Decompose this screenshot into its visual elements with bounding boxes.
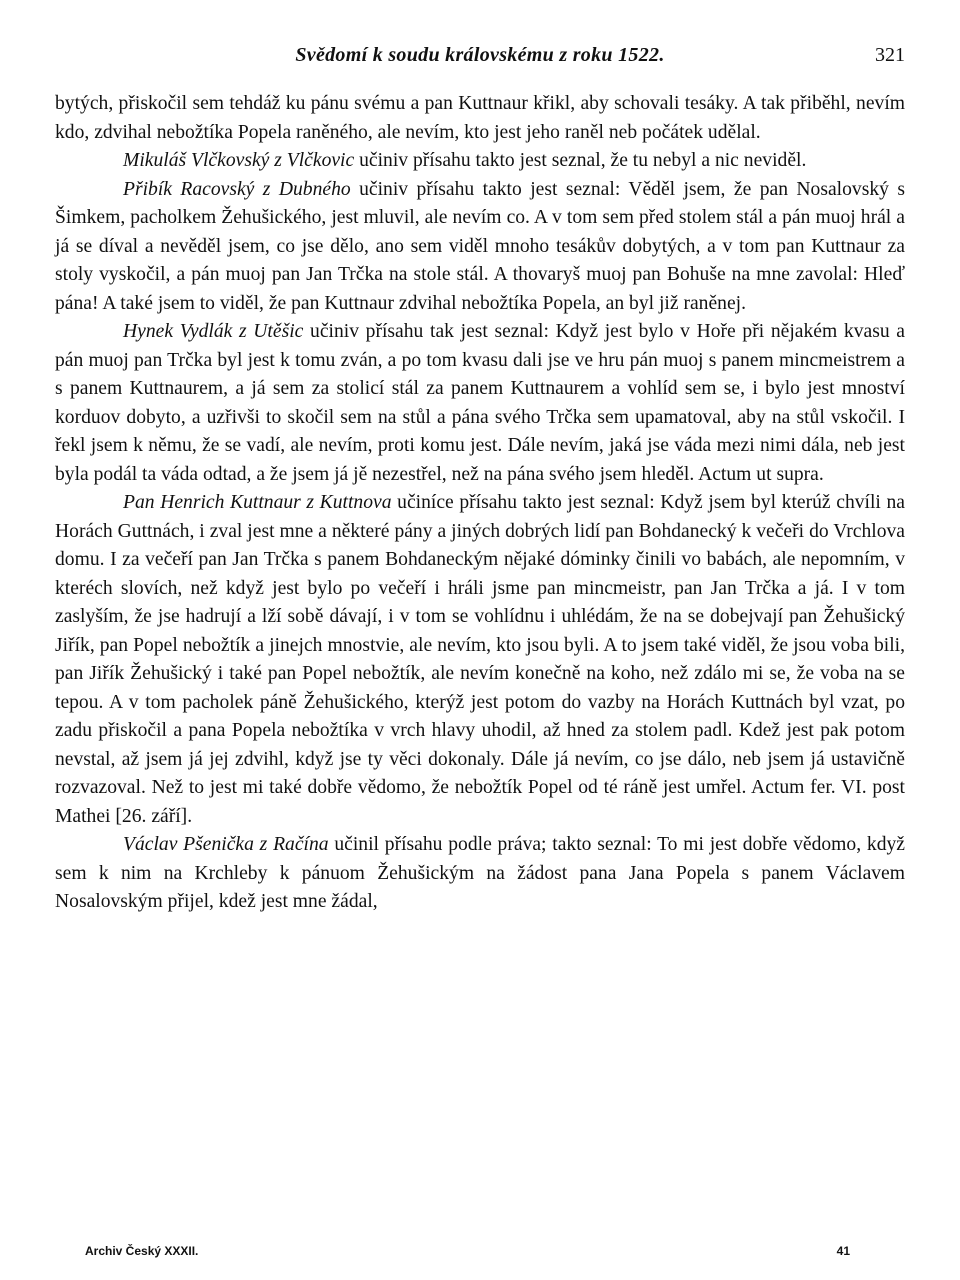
page-footer — [85, 1244, 850, 1268]
page-number: 321 — [875, 44, 905, 66]
testimony-paragraph — [55, 831, 905, 917]
paragraph-continuation — [55, 90, 905, 147]
deponent-name: Přibík Racovský z Dubného — [123, 178, 351, 200]
running-header — [55, 44, 905, 74]
paragraph-text: učiniv přísahu takto jest seznal, že tu nebyl a nic neviděl. — [354, 150, 807, 171]
deponent-name: Václav Pšenička z Račína — [123, 834, 329, 855]
paragraph-text: učiniv přísahu tak jest seznal: Když jest bylo v Hoře při nějakém kvasu a pán muoj pan Trčka byl jest k tomu zván, a po tom kvasu dali jse ve hru pán muoj s panem mincmeistrem a s panem Kuttnaurem, a já sem za stolicí stál za panem Kuttnaurem a vohlíd sem se, i bylo jest mnoství korduov dobyto, a uzřivši to skočil sem na stůl a pána svého Trčka sem upamatoval, aby na stůl vskočil. I řekl jsem k němu, že se vadí, ale nevím, proti komu jest. Dále nevím, jaká jse váda mezi nimi dála, neb jest byla podál ta váda odtad, a že jsem já jě nezestřel, než na pána svého jsem hleděl. Actum ut supra. — [55, 321, 905, 485]
deponent-name: Hynek Vydlák z Utěšic — [123, 321, 304, 342]
signature-number: 41 — [836, 1244, 850, 1258]
deponent-name: Mikuláš Vlčkovský z Vlčkovic — [123, 150, 355, 171]
testimony-paragraph — [55, 489, 905, 831]
paragraph-text: učiníce přísahu takto jest seznal: Když jsem byl kterúž chvíli na Horách Guttnách, i zval jest mne a některé pány a jiných dobrých lidí pan Bohdanecký k večeři do Vrchlova domu. I za večeří pan Jan Trčka s panem Bohdaneckým nějaké dóminky činili vo babách, ale nepomním, v kteréch slovích, než když jest bylo po večeří i hráli jsme pan mincmeistr, pan Jan Trčka a já. I v tom zaslyším, že jse hadrují a lží sobě dávají, i v tom se vohlídnu i uhlédám, že na se dobejvají pan Žehušický Jiřík, pan Popel nebožtík a jinejch mnostvie, ale nevím, kto jsou byli. A to jsem také viděl, že jsou voba bili, pan Jiřík Žehušický i také pan Popel nebožtík, ale nevím konečně na koho, než zdálo mi se, že voba na se tepou. A v tom pacholek páně Žehušického, kterýž jest potom do vazby na Horách Kuttnách byl vzat, po zadu přiskočil a pana Popela nebožtíka v vrch hlavy uhodil, až hned za stolem padl. Kdež jest pak potom nevstal, až jsem já jej zdvihl, když jse ty věci dokonaly. Dále já nevím, co jse dálo, neb jsem já ustavičně rozvazoval. Než to jest mi také dobře vědomo, že nebožtík Popel od té ráně jest umřel. Actum fer. VI. post Mathei [26. září]. — [55, 492, 905, 827]
signature-label: Archiv Český XXXII. — [85, 1244, 199, 1258]
deponent-name: Pan Henrich Kuttnaur z Kuttnova — [123, 492, 392, 513]
paragraph-text: bytých, přiskočil sem tehdáž ku pánu svému a pan Kuttnaur křikl, aby schovali tesáky. A tak přiběhl, nevím kdo, zdvihal nebožtíka Popela raněného, ale nevím, kto jest jeho raněl neb počátek udělal. — [55, 93, 905, 143]
paragraph-text: učinil přísahu podle práva; takto seznal: To mi jest dobře vědomo, když sem k nim na Krchleby k pánuom Žehušickým na žádost pana Jana Popela s panem Václavem Nosalovským přijel, kdež jest mne žádal, — [55, 834, 905, 912]
testimony-paragraph — [55, 318, 905, 489]
testimony-paragraph — [55, 176, 905, 319]
testimony-paragraph — [55, 147, 905, 176]
document-body — [55, 90, 905, 917]
running-title: Svědomí k soudu královskému z roku 1522. — [295, 44, 665, 66]
paragraph-text: učiniv přísahu takto jest seznal: Věděl jsem, že pan Nosalovský s Šimkem, pacholkem Žehušického, jest mluvil, ale nevím co. A v tom sem před stolem stál a pán muoj hrál a já se díval a nevěděl jsem, co jse dělo, ano sem viděl mnoho tesákův dobytých, a v tom pan Kuttnaur za stoly vyskočil, a pán muoj pan Jan Trčka na stole stál. A thovaryš muoj pan Bohuše na mne zavolal: Hleď pána! A také jsem to viděl, že pan Kuttnaur zdvihal nebožtíka Popela, an byl již raněnej. — [55, 178, 905, 314]
